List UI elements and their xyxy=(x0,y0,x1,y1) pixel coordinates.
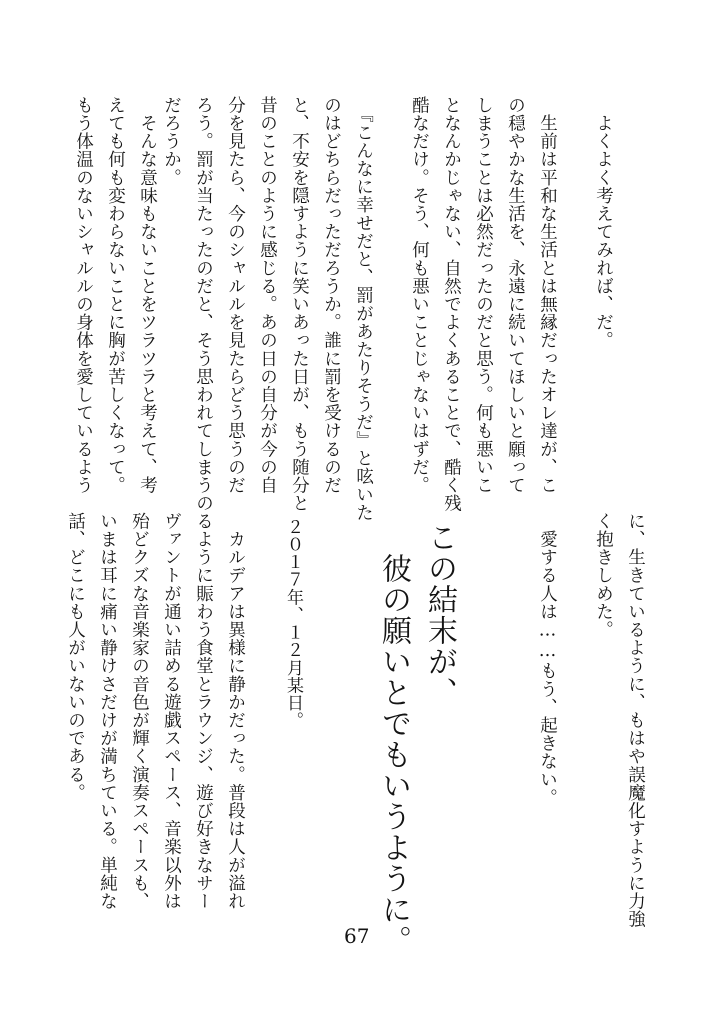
text-column: 愛する人は……もう、起きない。 xyxy=(537,512,558,807)
text-column: カルデアは異様に静かだった。普段は人が溢れ xyxy=(225,512,246,911)
text-column: しまうことは必然だったのだと思う。何も悪いこ xyxy=(473,96,494,495)
text-column: ヴァントが通い詰める遊戯スペース、音楽以外は xyxy=(161,512,182,911)
text-column: と、不安を隠すように笑いあった日が、もう随分と xyxy=(289,96,310,513)
text-column: いまは耳に痛い静けさだけが満ちている。単純な xyxy=(97,512,118,911)
text-column: のはどちらだっただろうか。誰に罰を受けるのだ xyxy=(321,96,342,495)
text-column: よくよく考えてみれば、だ。 xyxy=(593,96,614,350)
text-column: 酷なだけ。そう、何も悪いことじゃないはずだ。 xyxy=(409,96,430,495)
text-column: もう体温のないシャルルの身体を愛しているよう xyxy=(73,96,94,495)
text-column: 『こんなに幸せだと、罰があたりそうだ』と呟いた xyxy=(353,96,374,522)
text-column: 話、どこにも人がいないのである。 xyxy=(65,512,86,802)
date-line: ２０１７年、１２月某日。 xyxy=(283,518,303,730)
chapter-heading: 彼の願いとでもいうように。 xyxy=(376,522,411,956)
text-column: えても何も変わらないことに胸が苦しくなって。 xyxy=(105,96,126,495)
text-column: に、生きているように、もはや誤魔化すように力強 xyxy=(625,512,646,929)
text-column: 分を見たら、今のシャルルを見たらどう思うのだ xyxy=(225,96,246,495)
text-column: ろう。罰が当たったのだと、そう思われてしまうの xyxy=(193,96,214,513)
text-column: そんな意味もないことをツラツラと考えて、考 xyxy=(137,96,158,495)
text-column: 昔のことのように感じる。あの日の自分が今の自 xyxy=(257,96,278,495)
text-column: 殆どクズな音楽家の音色が輝く演奏スペースも、 xyxy=(129,512,150,911)
chapter-heading: この結末が、 xyxy=(422,522,457,708)
text-column: だろうか。 xyxy=(161,96,182,187)
text-column: く抱きしめた。 xyxy=(593,512,614,639)
text-column: の穏やかな生活を、永遠に続いてほしいと願って xyxy=(505,96,526,495)
text-column: 生前は平和な生活とは無縁だったオレ達が、こ xyxy=(537,96,558,495)
text-column: るように賑わう食堂とラウンジ、遊び好きなサー xyxy=(193,512,214,911)
page-number: 67 xyxy=(344,924,370,948)
text-column: となんかじゃない、自然でよくあることで、酷く残 xyxy=(441,96,462,513)
